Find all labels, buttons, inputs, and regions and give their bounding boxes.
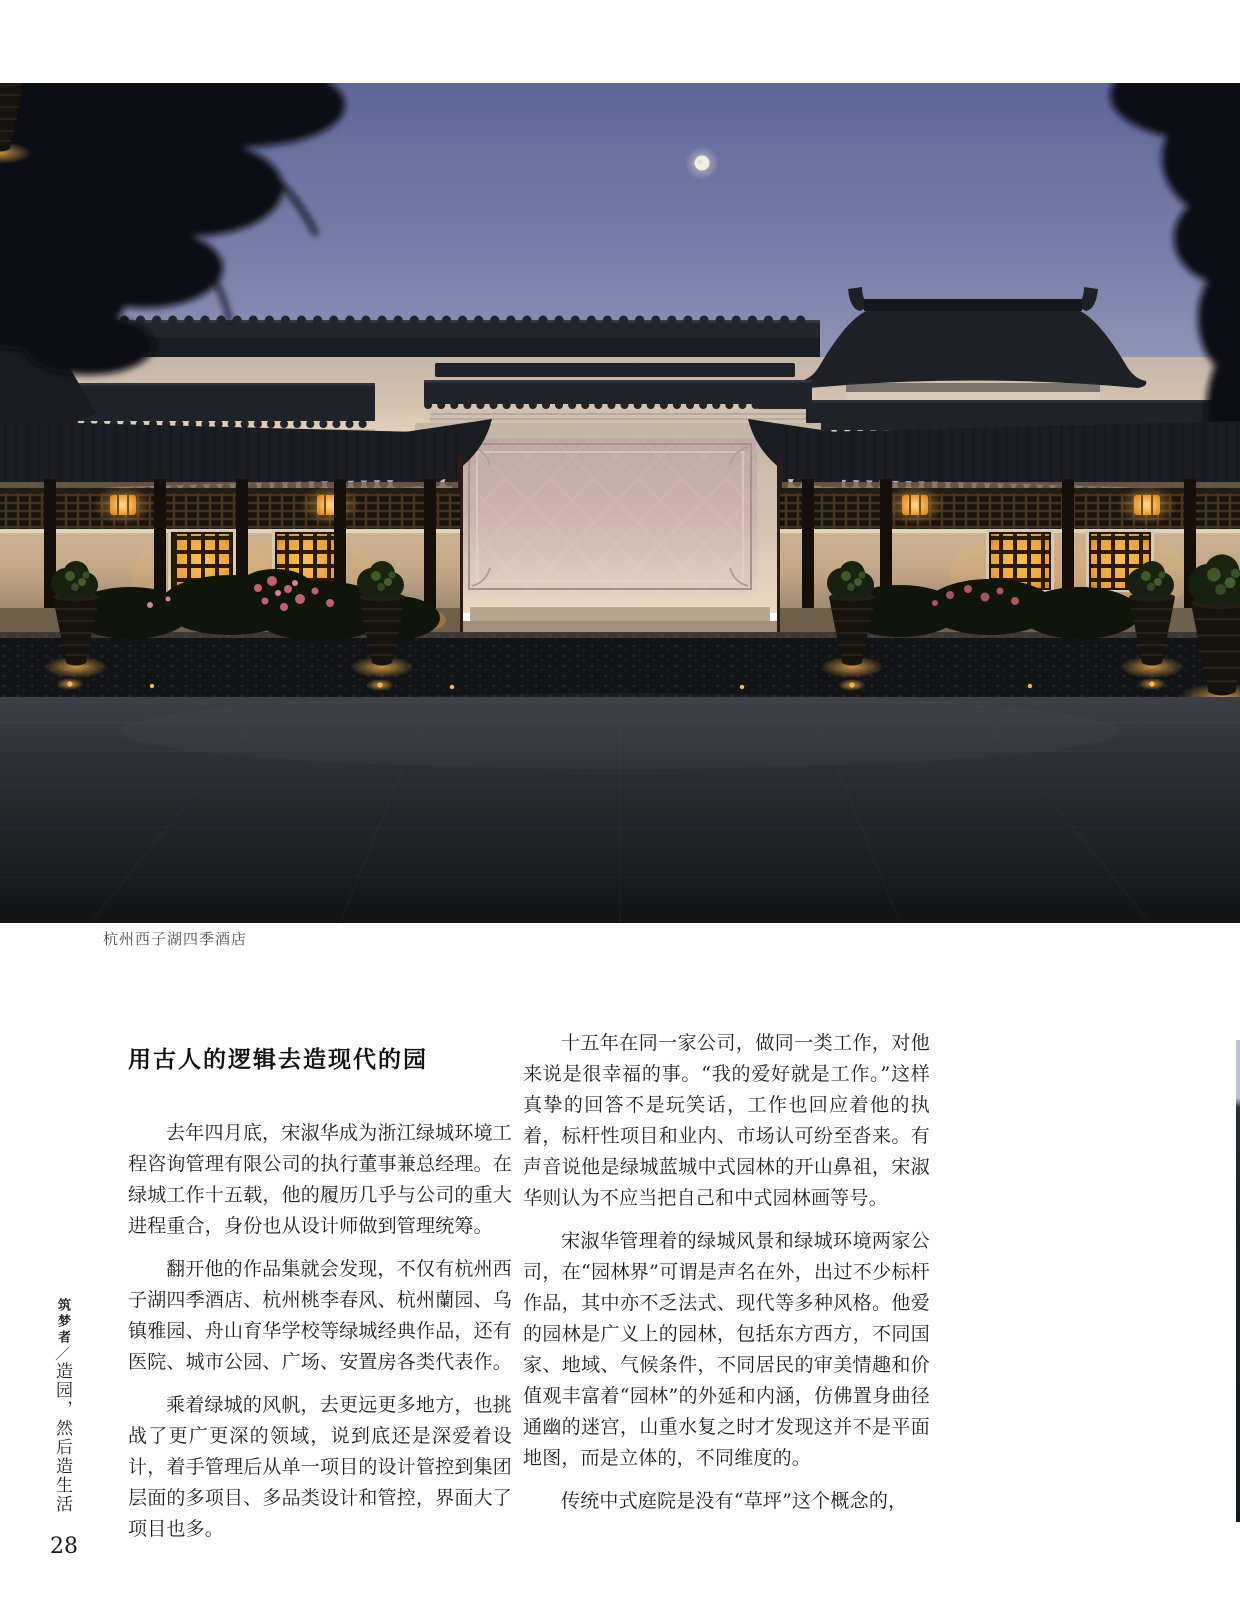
wall-lantern [1117,485,1177,525]
article-heading: 用古人的逻辑去造现代的园 [128,1046,428,1074]
spine-vertical-title [50,1298,75,1514]
paragraph: 乘着绿城的风帆，去更远更多地方，也挑战了更广更深的领域，说到底还是深爱着设计，着手管理后从单一项目的设计管控到集团层面的多项目、多品类设计和管控，界面大了项目也多。 [128,1394,513,1540]
wall-lantern [885,485,945,525]
article-column-left [128,1118,512,1557]
crest-ridge [55,320,820,357]
next-page-edge [1236,1040,1240,1522]
paragraph: 传统中式庭院是没有“草坪”这个概念的， [561,1490,908,1512]
article-column-right [523,1028,930,1529]
pavement [0,693,1240,923]
photo-caption: 杭州西子湖四季酒店 [103,930,248,948]
spine-title: 造园，然后造生活 [52,1362,72,1514]
wall-lantern [300,485,360,525]
hero-photo [0,83,1240,923]
paragraph: 去年四月底，宋淑华成为浙江绿城环境工程咨询管理有限公司的执行董事兼总经理。在绿城工作十五载，他的履历几乎与公司的重大进程重合，身份也从设计师做到管理统筹。 [128,1122,513,1237]
carved-panel [463,438,757,595]
flower-bed-right [840,579,1140,639]
paragraph: 翻开他的作品集就会发现，不仅有杭州西子湖四季酒店、杭州桃李春风、杭州蘭园、乌镇雅园、舟山育华学校等绿城经典作品，还有医院、城市公园、广场、安置房各类代表作。 [128,1258,513,1373]
page-number: 28 [50,1534,78,1559]
paragraph: 十五年在同一家公司，做同一类工作，对他来说是很幸福的事。“我的爱好就是工作。”这样真挚的回答不是玩笑话，工作也回应着他的执着，标杆性项目和业内、市场认可纷至沓来。有声音说他是绿城蓝城中式园林的开山鼻祖，宋淑华则认为不应当把自己和中式园林画等号。 [523,1032,930,1209]
spine-label: 筑梦者 [55,1298,70,1346]
spine-separator: ／ [53,1346,71,1362]
paragraph: 宋淑华管理着的绿城风景和绿城环境两家公司，在“园林界”可谓是声名在外，出过不少标杆作品，其中亦不乏法式、现代等多种风格。他爱的园林是广义上的园林，包括东方西方，不同国家、地域、气候条件，不同居民的审美情趣和价值观丰富着“园林”的外延和内涵，仿佛置身曲径通幽的迷宫，山重水复之时才发现这并不是平面地图，而是立体的，不同维度的。 [523,1230,930,1469]
wall-lantern [93,485,153,525]
gravel-bed [0,632,1240,700]
moon [685,146,719,180]
